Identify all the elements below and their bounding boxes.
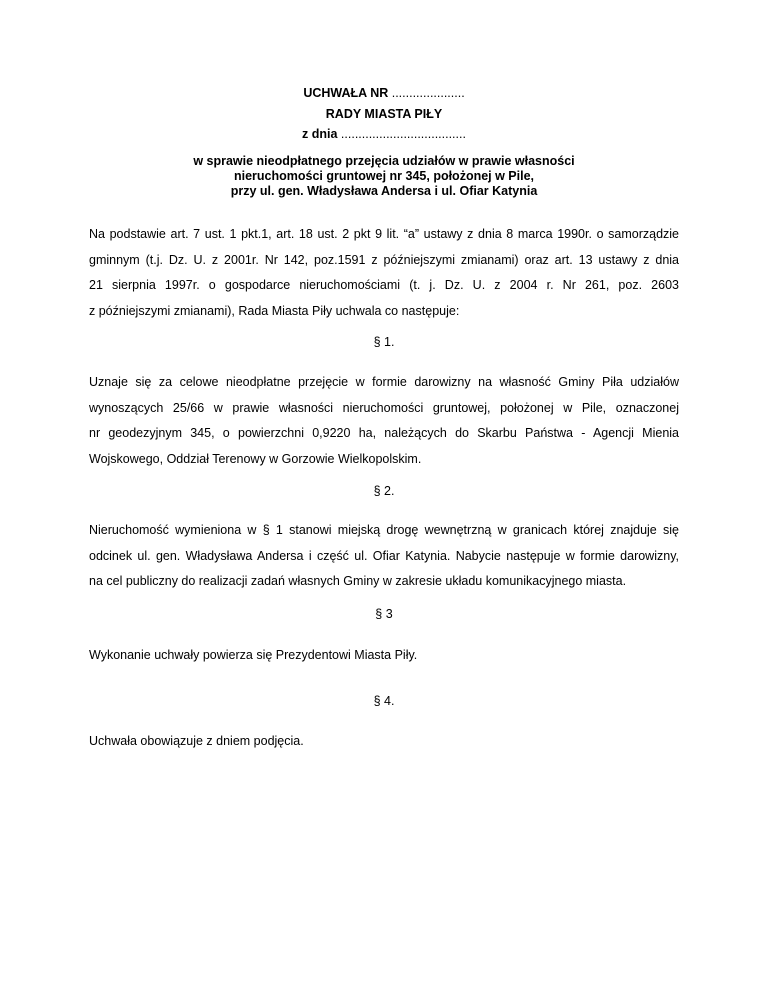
preamble-line: gminnym (t.j. Dz. U. z 2001r. Nr 142, poz.1591 z późniejszymi zmianami) oraz art. 13 ustawy z dnia [89,252,679,267]
resolution-issuer: RADY MIASTA PIŁY [325,107,443,121]
section-2-heading: § 2. [373,484,395,498]
resolution-subject [0,154,768,199]
resolution-title [0,86,768,101]
resolution-date-label: z dnia [302,127,338,141]
preamble-paragraph [89,222,679,324]
section-1-line: Wojskowego, Oddział Terenowy w Gorzowie Wielkopolskim. [89,451,422,466]
preamble-line: z późniejszymi zmianami), Rada Miasta Piły uchwala co następuje: [89,303,460,318]
preamble-line: 21 sierpnia 1997r. o gospodarce nieruchomościami (t. j. Dz. U. z 2004 r. Nr 261, poz. 2603 [89,278,679,293]
preamble-line: Na podstawie art. 7 ust. 1 pkt.1, art. 18 ust. 2 pkt 9 lit. “a” ustawy z dnia 8 marca 1990r. o samorządzie [89,227,679,241]
section-4-text: Uchwała obowiązuje z dniem podjęcia. [89,734,304,748]
section-1-paragraph [89,370,679,472]
resolution-title-label: UCHWAŁA NR [303,86,389,100]
resolution-number-placeholder: ..................... [388,86,465,100]
section-1-line: Uznaje się za celowe nieodpłatne przejęcie w formie darowizny na własność Gminy Piła udziałów [89,375,679,389]
section-2-line: Nieruchomość wymieniona w § 1 stanowi miejską drogę wewnętrzną w granicach której znajduje się [89,523,679,537]
resolution-date-placeholder: .................................... [337,127,466,141]
subject-line: w sprawie nieodpłatnego przejęcia udziałów w prawie własności [193,154,575,168]
section-1-heading: § 1. [373,335,395,349]
subject-line: nieruchomości gruntowej nr 345, położonej w Pile, [233,169,535,183]
resolution-date [0,127,768,142]
section-4-heading: § 4. [373,694,395,708]
section-2-line: odcinek ul. gen. Władysława Andersa i część ul. Ofiar Katynia. Nabycie następuje w formie darowizny, [89,548,679,563]
section-1-line: wynoszących 25/66 w prawie własności nieruchomości gruntowej, położonej w Pile, oznaczonej [89,400,679,415]
section-1-line: nr geodezyjnym 345, o powierzchni 0,9220 ha, należących do Skarbu Państwa - Agencji Mienia [89,426,679,441]
subject-line: przy ul. gen. Władysława Andersa i ul. Ofiar Katynia [230,184,538,198]
section-3-text: Wykonanie uchwały powierza się Prezydentowi Miasta Piły. [89,648,418,662]
section-2-line: na cel publiczny do realizacji zadań własnych Gminy w zakresie układu komunikacyjnego miasta. [89,574,627,589]
section-2-paragraph [89,518,679,595]
section-3-heading: § 3 [375,607,393,621]
